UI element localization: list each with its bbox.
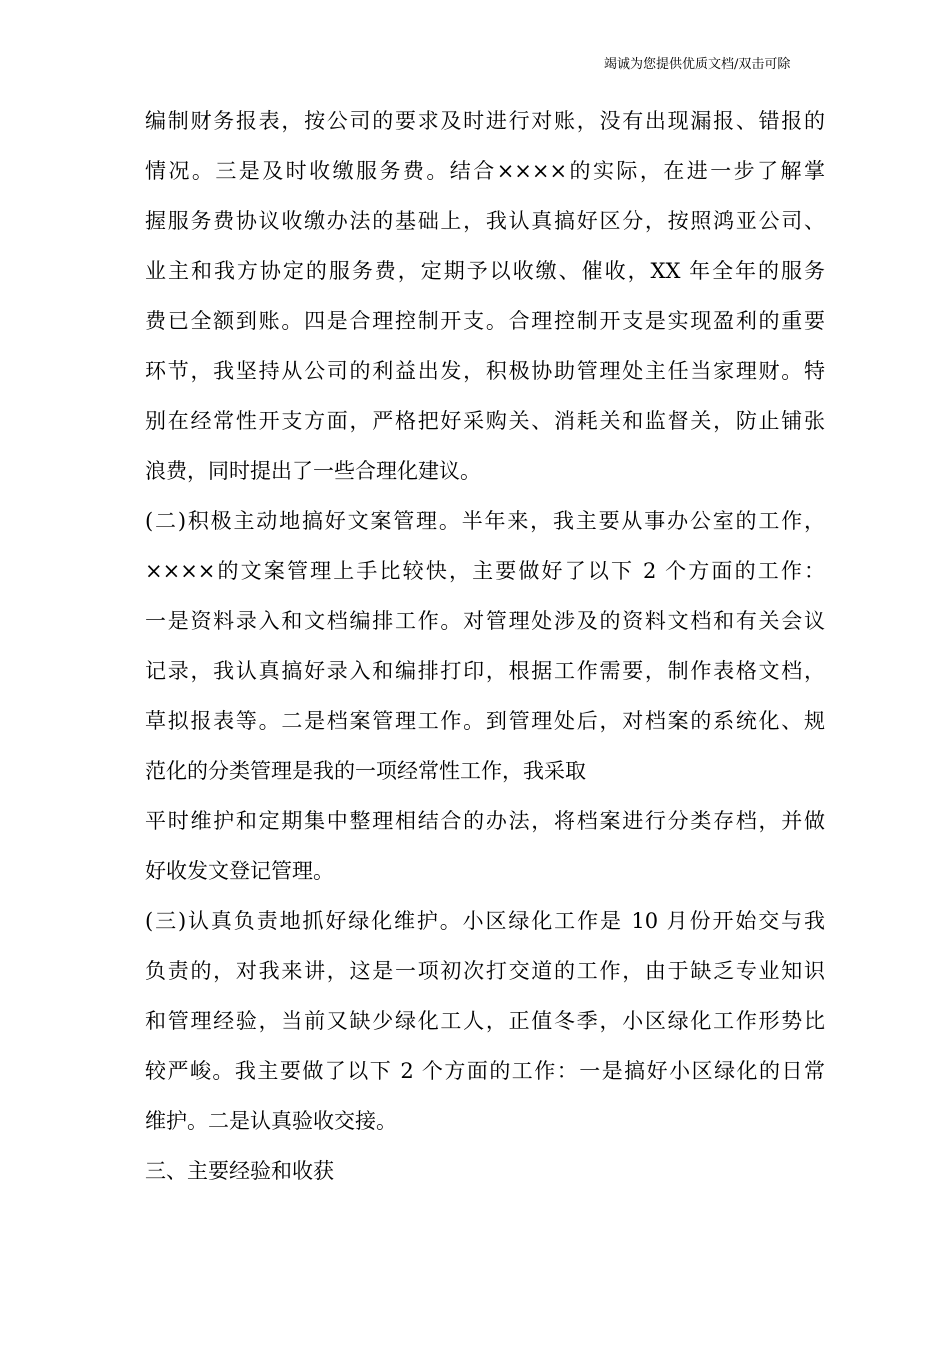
text-line: 费已全额到账。四是合理控制开支。合理控制开支是实现盈利的重要 <box>145 309 825 333</box>
text-line: 浪费，同时提出了一些合理化建议。 <box>145 459 481 483</box>
text-line: 和管理经验，当前又缺少绿化工人，正值冬季，小区绿化工作形势比 <box>145 1009 825 1033</box>
text-line: (二)积极主动地搞好文案管理。半年来，我主要从事办公室的工作， <box>145 509 825 533</box>
text-line: 情况。三是及时收缴服务费。结合××××的实际，在进一步了解掌 <box>145 159 825 183</box>
text-line: 草拟报表等。二是档案管理工作。到管理处后，对档案的系统化、规 <box>145 709 825 733</box>
text-line: 维护。二是认真验收交接。 <box>145 1109 397 1133</box>
text-line: 别在经常性开支方面，严格把好采购关、消耗关和监督关，防止铺张 <box>145 409 825 433</box>
text-line: ××××的文案管理上手比较快，主要做好了以下 2 个方面的工作： <box>145 559 825 583</box>
text-line: 好收发文登记管理。 <box>145 859 334 883</box>
text-line: 平时维护和定期集中整理相结合的办法，将档案进行分类存档，并做 <box>145 809 825 833</box>
text-line: 编制财务报表，按公司的要求及时进行对账，没有出现漏报、错报的 <box>145 109 825 133</box>
text-line: 较严峻。我主要做了以下 2 个方面的工作：一是搞好小区绿化的日常 <box>145 1059 825 1083</box>
text-line: (三)认真负责地抓好绿化维护。小区绿化工作是 10 月份开始交与我 <box>145 909 825 933</box>
text-line: 范化的分类管理是我的一项经常性工作，我采取 <box>145 759 586 783</box>
text-line: 三、主要经验和收获 <box>145 1159 334 1183</box>
text-line: 业主和我方协定的服务费，定期予以收缴、催收，XX 年全年的服务 <box>145 259 825 283</box>
text-line: 负责的，对我来讲，这是一项初次打交道的工作，由于缺乏专业知识 <box>145 959 825 983</box>
text-line: 环节，我坚持从公司的利益出发，积极协助管理处主任当家理财。特 <box>145 359 825 383</box>
text-line: 一是资料录入和文档编排工作。对管理处涉及的资料文档和有关会议 <box>145 609 825 633</box>
text-line: 握服务费协议收缴办法的基础上，我认真搞好区分，按照鸿亚公司、 <box>145 209 825 233</box>
text-line: 记录，我认真搞好录入和编排打印，根据工作需要，制作表格文档， <box>145 659 825 683</box>
page-header: 竭诚为您提供优质文档/双击可除 <box>604 57 791 72</box>
document-body <box>145 96 825 1196</box>
